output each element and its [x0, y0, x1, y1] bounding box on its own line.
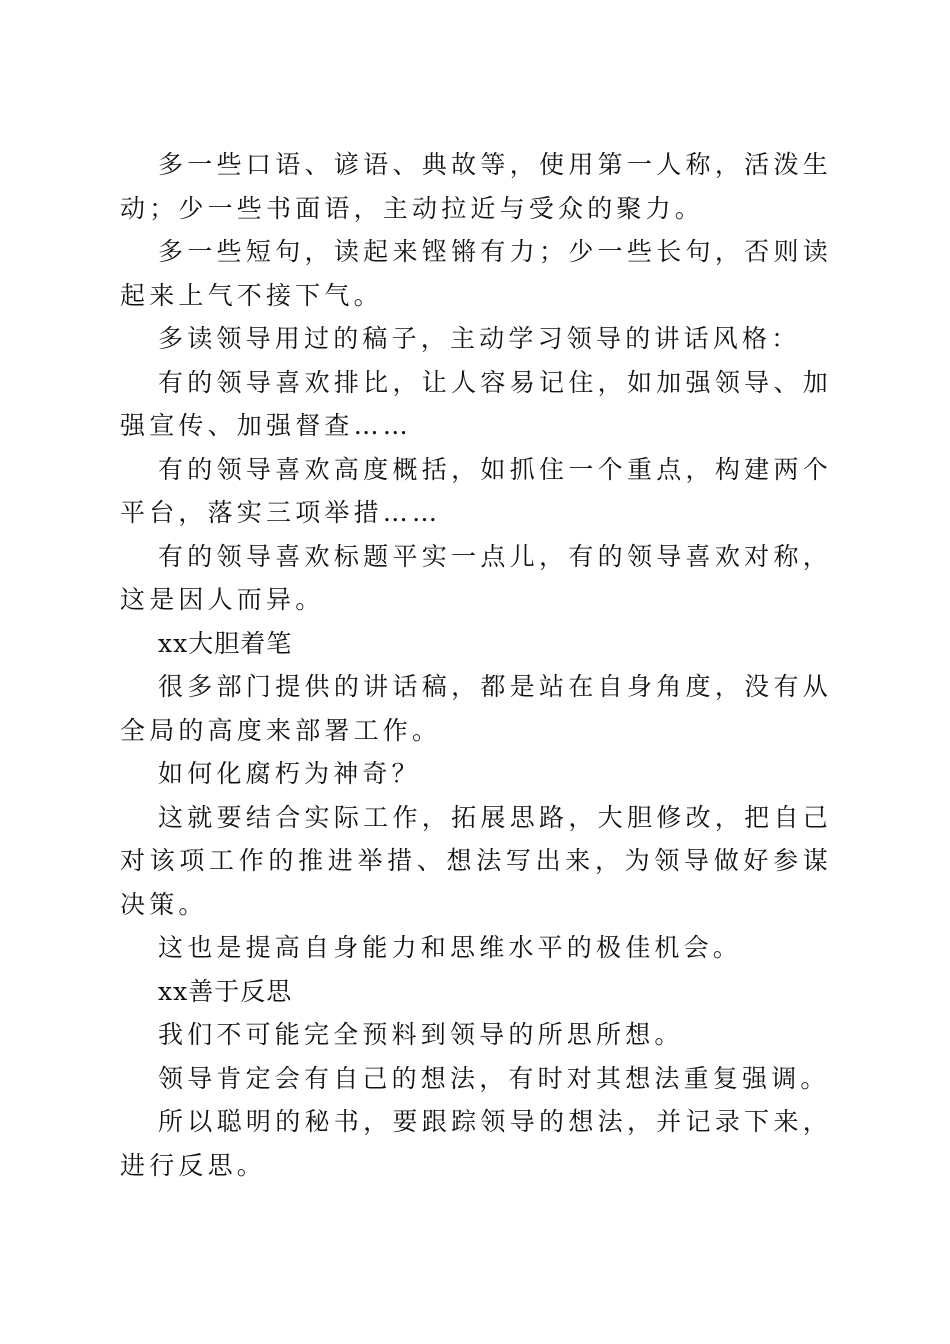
- paragraph-short-sentences: 多一些短句，读起来铿锵有力；少一些长句，否则读起来上气不接下气。: [120, 237, 832, 310]
- paragraph-read-drafts: 多读领导用过的稿子，主动学习领导的讲话风格：: [158, 324, 801, 353]
- paragraph-opportunity: 这也是提高自身能力和思维水平的极佳机会。: [158, 933, 743, 962]
- paragraph-track-and-reflect: 所以聪明的秘书，要跟踪领导的想法，并记录下来，进行反思。: [120, 1107, 832, 1180]
- paragraph-question: 如何化腐朽为神奇？: [158, 759, 421, 788]
- paragraph-department-drafts: 很多部门提供的讲话稿，都是站在自身角度，没有从全局的高度来部署工作。: [120, 672, 832, 745]
- document-body: [120, 143, 832, 1187]
- paragraph-plain-titles: 有的领导喜欢标题平实一点儿，有的领导喜欢对称，这是因人而异。: [120, 541, 832, 614]
- paragraph-revise-boldly: 这就要结合实际工作，拓展思路，大胆修改，把自己对该项工作的推进举措、想法写出来，为领导做好参谋决策。: [120, 802, 832, 919]
- section-heading-bold-writing: xx大胆着笔: [158, 628, 293, 658]
- section-heading-reflection: xx善于反思: [158, 976, 293, 1006]
- paragraph-unpredictable: 我们不可能完全预料到领导的所思所想。: [158, 1020, 684, 1049]
- paragraph-parallelism: 有的领导喜欢排比，让人容易记住，如加强领导、加强宣传、加强督查……: [120, 367, 832, 440]
- paragraph-leader-ideas: 领导肯定会有自己的想法，有时对其想法重复强调。: [158, 1063, 830, 1093]
- paragraph-summarize: 有的领导喜欢高度概括，如抓住一个重点，构建两个平台，落实三项举措……: [120, 454, 832, 527]
- paragraph-spoken-language: 多一些口语、谚语、典故等，使用第一人称，活泼生动；少一些书面语，主动拉近与受众的聚力。: [120, 150, 832, 223]
